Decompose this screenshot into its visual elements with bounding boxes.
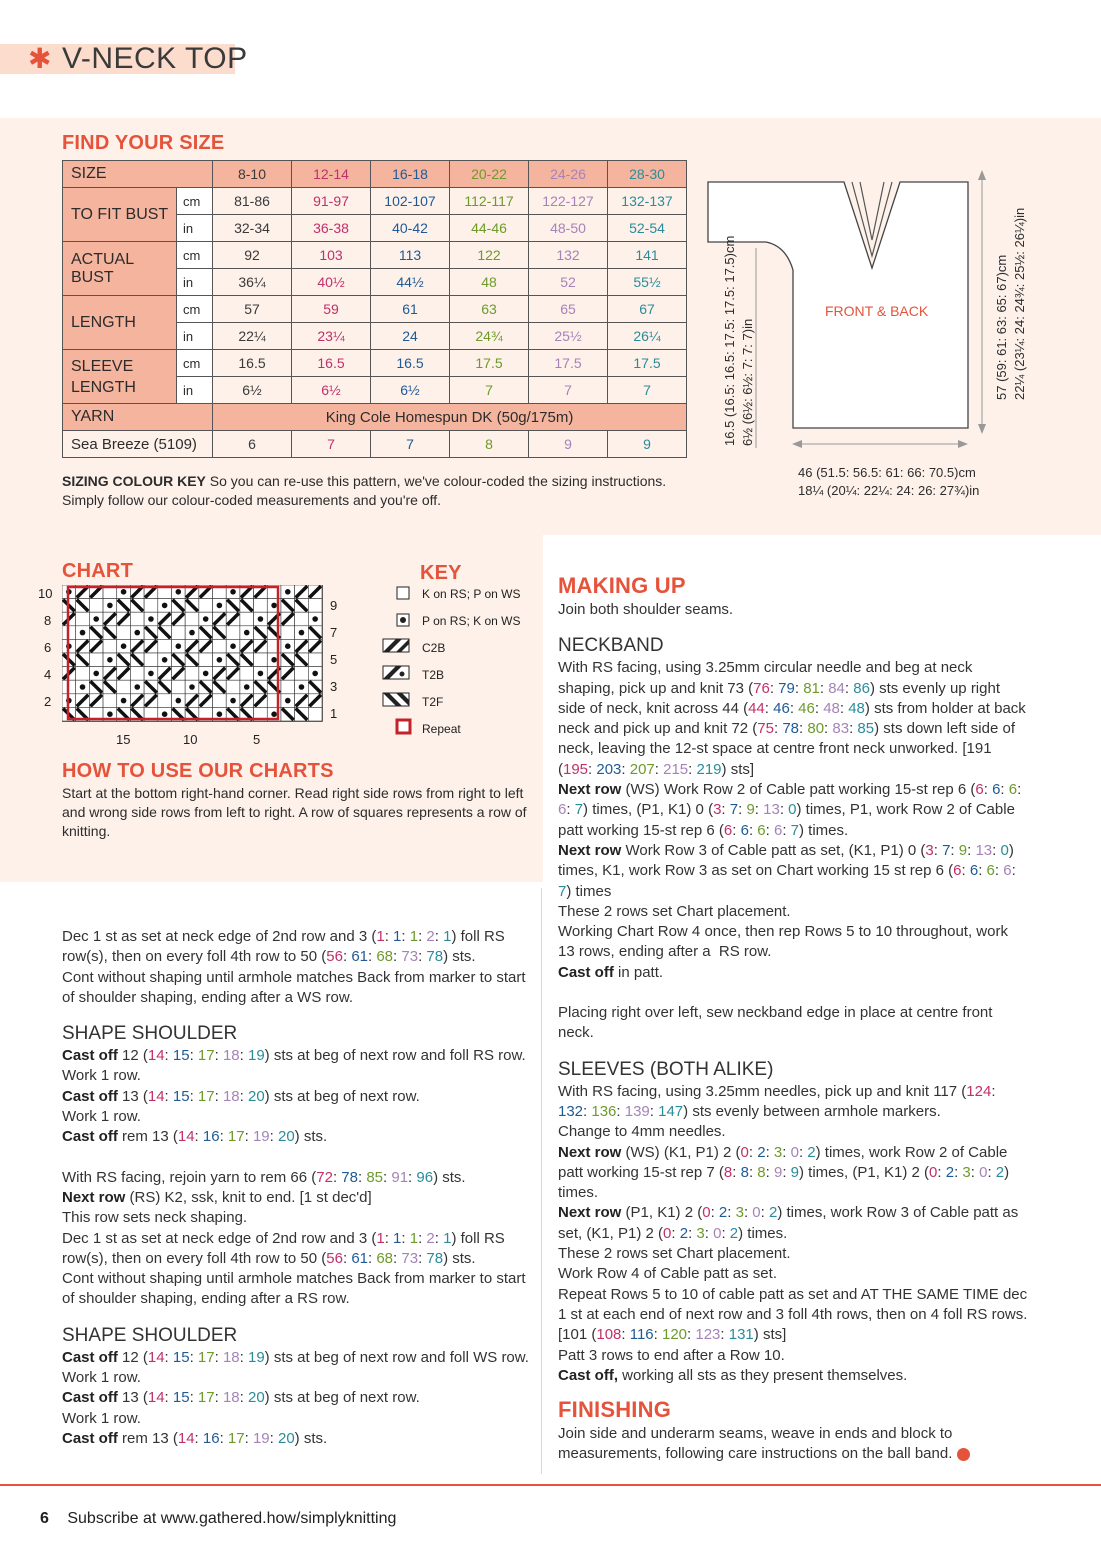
row-number: 8 [44, 613, 52, 628]
width-in-label: 18¼ (20¼: 22¼: 24: 26: 27¾)in [798, 483, 980, 498]
purl-dot [107, 657, 113, 663]
row-label: LENGTH [63, 296, 177, 350]
table-cell: 55½ [608, 269, 687, 296]
size-cell: 8-10 [213, 161, 292, 188]
unit-cm: cm [177, 242, 213, 269]
table-cell: 36¼ [213, 269, 292, 296]
table-cell: 63 [450, 296, 529, 323]
key-item: T2F [422, 695, 444, 709]
unit-in: in [177, 215, 213, 242]
unit-in: in [177, 269, 213, 296]
purl-dot [203, 671, 209, 677]
length-in-label: 22¼ (23¼: 24: 24¾: 25½: 26¼)in [1012, 207, 1027, 400]
table-cell: 132 [529, 242, 608, 269]
size-table [62, 160, 687, 458]
purl-dot [312, 671, 318, 677]
size-cell: 24-26 [529, 161, 608, 188]
section-heading: SHAPE SHOULDER [62, 1324, 238, 1346]
sizing-colour-key [62, 472, 682, 510]
paragraph: Cast off 12 (14: 15: 17: 18: 19) sts at beg of next row and foll RS row. Work 1 row. Cast off 13 (14: 15: 17: 18: 20) sts at beg of next row. Work 1 row. Cast off rem 13 (14: 16: 17: 19: 20) sts. [62, 1047, 526, 1146]
table-cell: 23¼ [292, 323, 371, 350]
chart-cell [130, 667, 144, 681]
purl-dot [217, 603, 223, 609]
chart-cell [308, 653, 322, 667]
table-cell: 132-137 [608, 188, 687, 215]
purl-dot [80, 684, 86, 690]
footer [40, 1510, 396, 1528]
table-cell: 92 [213, 242, 292, 269]
chart-cell [240, 612, 254, 626]
chart-cell [117, 680, 131, 694]
paragraph: With RS facing, using 3.25mm needles, pick up and knit 117 (124: 132: 136: 139: 147) sts evenly between armhole markers. Change to 4mm needles. Next row (WS) (K1, P1) 2 (0: 2: 3: 0: 2) times, work Row 2 of Cable patt working 15-st rep 7 (8: 8: 8: 9: 9) times, (P1, K1) 2 (0: 2: 3: 0: 2) times. Next row (P1, K1) 2 (0: 2: 3: 0: 2) times, work Row 3 of Cable patt as set, (K1, P1) 2 (0: 2: 3: 0: 2) times. These 2 rows set Chart placement. Work Row 4 of Cable patt as set. Repeat Rows 5 to 10 of cable patt as set and AT THE SAME TIME dec 1 st at each end of next row and 3 foll 4th rows, then on 4 foll RS rows. [101 (108: 116: 120: 123: 131) sts] Patt 3 rows to end after a Row 10. Cast off, working all sts as they present themselves. [558, 1082, 1028, 1384]
table-cell: 9 [608, 431, 687, 458]
purl-dot [230, 589, 236, 595]
key-item: T2B [422, 668, 445, 682]
purl-dot [162, 657, 168, 663]
purl-dot [285, 643, 291, 649]
purl-dot [244, 630, 250, 636]
chart-cell [308, 707, 322, 721]
chart-heading: CHART [62, 560, 133, 582]
chart-cell [308, 599, 322, 613]
chart-cell [281, 680, 295, 694]
purl-dot [189, 630, 195, 636]
table-cell: 25½ [529, 323, 608, 350]
paragraph: Join side and underarm seams, weave in ends and block to measurements, following care instructions on the ball band. [558, 1424, 1028, 1465]
table-cell: 26¼ [608, 323, 687, 350]
chart-cell [254, 653, 268, 667]
row-number: 1 [330, 706, 338, 721]
section-heading: NECKBAND [558, 635, 664, 657]
paragraph: Cast off 12 (14: 15: 17: 18: 19) sts at beg of next row and foll WS row. Work 1 row. Cast off 13 (14: 15: 17: 18: 20) sts at beg of next row. Work 1 row. Cast off rem 13 (14: 16: 17: 19: 20) sts. [62, 1348, 529, 1447]
sleeve-in-label: 6½ (6½: 6½: 7: 7: 7)in [740, 318, 755, 446]
table-cell: 7 [529, 377, 608, 404]
purl-dot [176, 698, 182, 704]
purl-dot [162, 603, 168, 609]
unit-in: in [177, 323, 213, 350]
col-number: 5 [253, 732, 261, 747]
table-row [63, 296, 687, 323]
chart-cell [76, 667, 90, 681]
column-divider [541, 888, 542, 1474]
table-row [63, 242, 687, 269]
chart-cell [199, 653, 213, 667]
table-cell: 24¾ [450, 323, 529, 350]
chart-cell [254, 599, 268, 613]
table-cell: 113 [371, 242, 450, 269]
purl-dot [217, 657, 223, 663]
chart-cell [213, 639, 227, 653]
left-column [62, 927, 532, 1449]
arrow-head [958, 440, 968, 448]
end-dot-icon [957, 1448, 970, 1461]
row-label: TO FIT BUST [63, 188, 177, 242]
purl-dot-icon [396, 613, 410, 627]
unit-in: in [177, 377, 213, 404]
flower-icon: ✱ [28, 43, 52, 74]
paragraph: With RS facing, rejoin yarn to rem 66 (72: 78: 85: 91: 96) sts. Next row (RS) K2, ssk, knit to end. [1 st dec'd] This row sets neck shaping. Dec 1 st as set at neck edge of 2nd row and 3 (1: 1: 1: 2: 1) foll RS row(s), then on every foll 4th row to 50 (56: 61: 68: 73: 78) sts. Cont without shaping until armhole matches Back from marker to start of shoulder shaping, ending after a RS row. [62, 1168, 526, 1308]
knitting-chart [62, 585, 324, 723]
row-label-line: LENGTH [71, 378, 136, 396]
chart-cell [295, 612, 309, 626]
purl-dot [203, 616, 209, 622]
subscribe-link[interactable]: Subscribe at www.gathered.how/simplyknitting [67, 1510, 397, 1527]
finishing-heading: FINISHING [558, 1397, 672, 1423]
table-cell: 24 [371, 323, 450, 350]
row-number: 4 [44, 667, 52, 682]
t2f-icon [382, 692, 412, 708]
footer-rule [0, 1484, 1101, 1486]
width-cm-label: 46 (51.5: 56.5: 61: 66: 70.5)cm [798, 465, 976, 480]
chart-cell [171, 626, 185, 640]
width-labels [798, 464, 979, 500]
size-cell: 20-22 [450, 161, 529, 188]
colour-row [63, 431, 687, 458]
chart-cell [130, 612, 144, 626]
row-label [63, 350, 177, 404]
table-cell: 67 [608, 296, 687, 323]
section-heading: SLEEVES (BOTH ALIKE) [558, 1058, 774, 1080]
table-cell: 7 [292, 431, 371, 458]
size-row [63, 161, 687, 188]
purl-dot [244, 684, 250, 690]
yarn-label: YARN [63, 404, 213, 431]
table-cell: 6½ [371, 377, 450, 404]
row-number: 5 [330, 652, 338, 667]
t2b-icon [382, 665, 412, 681]
table-cell: 52-54 [608, 215, 687, 242]
right-column [558, 572, 1028, 1465]
chart-cell [76, 612, 90, 626]
purl-dot [148, 616, 154, 622]
table-cell: 122 [450, 242, 529, 269]
find-size-heading: FIND YOUR SIZE [62, 132, 225, 154]
size-label: SIZE [63, 161, 213, 188]
page-title: V-NECK TOP [62, 42, 248, 75]
size-cell: 28-30 [608, 161, 687, 188]
purl-dot [121, 698, 127, 704]
purl-dot [107, 603, 113, 609]
repeat-box-icon [395, 718, 413, 736]
purl-dot [121, 589, 127, 595]
row-number: 3 [330, 679, 338, 694]
chart-cell [240, 667, 254, 681]
chart-cell [185, 612, 199, 626]
making-up-heading: MAKING UP [558, 573, 686, 598]
how-heading: HOW TO USE OUR CHARTS [62, 760, 334, 782]
arrow-head [978, 170, 986, 180]
purl-dot [230, 643, 236, 649]
table-cell: 17.5 [608, 350, 687, 377]
purl-dot [271, 657, 277, 663]
table-cell: 91-97 [292, 188, 371, 215]
key-item: C2B [422, 641, 446, 655]
purl-dot [80, 630, 86, 636]
size-cell: 12-14 [292, 161, 371, 188]
col-number: 10 [183, 732, 198, 747]
row-number: 2 [44, 694, 52, 709]
table-cell: 17.5 [529, 350, 608, 377]
table-cell: 81-86 [213, 188, 292, 215]
chart-cell [226, 626, 240, 640]
purl-dot [93, 671, 99, 677]
paragraph: With RS facing, using 3.25mm circular needle and beg at neck shaping, pick up and knit 73 (76: 79: 81: 84: 86) sts evenly up right side of neck, knit across 44 (44: 46: 46: 48: 48) sts from holder at back neck and pick up and knit 72 (75: 78: 80: 83: 85) sts down left side of neck, leaving the 12-st space at centre front neck unworked. [191 (195: 203: 207: 215: 219) sts] Next row (WS) Work Row 2 of Cable patt working 15-st rep 6 (6: 6: 6: 6: 7) times, (P1, K1) 0 (3: 7: 9: 13: 0) times, P1, work Row 2 of Cable patt working 15-st rep 6 (6: 6: 6: 6: 7) times. Next row Work Row 3 of Cable patt as set, (K1, P1) 0 (3: 7: 9: 13: 0) times, K1, work Row 3 as set on Chart working 15 st rep 6 (6: 6: 6: 6: 7) times These 2 rows set Chart placement. Working Chart Row 4 once, then rep Rows 5 to 10 throughout, work 13 rows, ending after a RS row. Cast off in patt. [558, 659, 1026, 981]
table-row [63, 188, 687, 215]
table-cell: 22¼ [213, 323, 292, 350]
row-number: 6 [44, 640, 52, 655]
purl-dot [162, 711, 168, 717]
paragraph: Dec 1 st as set at neck edge of 2nd row and 3 (1: 1: 1: 2: 1) foll RS row(s), then on every foll 4th row to 50 (56: 61: 68: 73: 78) sts. Cont without shaping until armhole matches Back from marker to start of shoulder shaping, ending after a WS row. [62, 928, 526, 1006]
purl-dot [176, 589, 182, 595]
neckband-inner2 [860, 182, 884, 240]
purl-dot [121, 643, 127, 649]
chart-cell [171, 680, 185, 694]
table-cell: 32-34 [213, 215, 292, 242]
table-cell: 7 [450, 377, 529, 404]
chart-cell [144, 653, 158, 667]
chart-cell [89, 653, 103, 667]
table-cell: 65 [529, 296, 608, 323]
table-cell: 141 [608, 242, 687, 269]
paragraph: Join both shoulder seams. [558, 601, 734, 618]
purl-dot [271, 603, 277, 609]
chart-cell [213, 694, 227, 708]
key-heading: KEY [420, 562, 462, 584]
size-cell: 16-18 [371, 161, 450, 188]
purl-dot [148, 671, 154, 677]
table-cell: 112-117 [450, 188, 529, 215]
paragraph: Placing right over left, sew neckband edge in place at centre front neck. [558, 1004, 993, 1042]
table-cell: 9 [529, 431, 608, 458]
row-number: 9 [330, 598, 338, 613]
yarn-name: King Cole Homespun DK (50g/175m) [213, 404, 687, 431]
table-cell: 17.5 [450, 350, 529, 377]
chart-cell [89, 599, 103, 613]
row-label: ACTUAL BUST [63, 242, 177, 296]
chart-cells [62, 585, 322, 721]
page-number: 6 [40, 1510, 49, 1527]
chart-cell [103, 694, 117, 708]
table-cell: 48-50 [529, 215, 608, 242]
table-cell: 7 [371, 431, 450, 458]
row-label-line: SLEEVE [71, 357, 134, 375]
chart-cell [185, 667, 199, 681]
table-cell: 103 [292, 242, 371, 269]
purl-dot [312, 616, 318, 622]
key-text: So you can re-use this pattern, we've colour-coded the sizing instructions. Simply follow our colour-coded measurements and you're off. [62, 473, 667, 508]
table-cell: 16.5 [292, 350, 371, 377]
table-cell: 44-46 [450, 215, 529, 242]
c2b-icon [382, 638, 412, 654]
col-number: 15 [116, 732, 131, 747]
length-cm-label: 57 (59: 61: 63: 65: 67)cm [994, 254, 1009, 400]
key-item: Repeat [422, 722, 461, 736]
purl-dot [134, 630, 140, 636]
table-cell: 44½ [371, 269, 450, 296]
purl-dot [107, 711, 113, 717]
table-cell: 36-38 [292, 215, 371, 242]
arrow-head [978, 424, 986, 434]
sleeve-cm-label: 16.5 (16.5: 16.5: 17.5: 17.5: 17.5)cm [722, 235, 737, 446]
table-cell: 40-42 [371, 215, 450, 242]
unit-cm: cm [177, 188, 213, 215]
chart-cell [199, 599, 213, 613]
chart-cell [144, 599, 158, 613]
unit-cm: cm [177, 296, 213, 323]
key-item: P on RS; K on WS [422, 614, 521, 628]
purl-dot [134, 684, 140, 690]
purl-dot [230, 698, 236, 704]
front-back-label: FRONT & BACK [825, 303, 929, 319]
purl-dot [285, 589, 291, 595]
row-number: 7 [330, 625, 338, 640]
unit-cm: cm [177, 350, 213, 377]
chart-cell [158, 694, 172, 708]
purl-dot [258, 671, 264, 677]
table-row [63, 350, 687, 377]
table-cell: 102-107 [371, 188, 450, 215]
section-heading: SHAPE SHOULDER [62, 1023, 238, 1045]
table-cell: 7 [608, 377, 687, 404]
colour-label: Sea Breeze (5109) [63, 431, 213, 458]
table-cell: 122-127 [529, 188, 608, 215]
arrow-head [792, 440, 802, 448]
key-bold: SIZING COLOUR KEY [62, 473, 206, 489]
chart-cell [158, 639, 172, 653]
table-cell: 57 [213, 296, 292, 323]
table-cell: 61 [371, 296, 450, 323]
how-text: Start at the bottom right-hand corner. Read right side rows from right to left and wrong side rows from left to right. A row of squares represents a row of knitting. [62, 785, 527, 839]
yarn-row [63, 404, 687, 431]
chart-cell [295, 667, 309, 681]
table-cell: 8 [450, 431, 529, 458]
purl-dot [299, 684, 305, 690]
purl-dot [189, 684, 195, 690]
chart-cell [103, 639, 117, 653]
key-item: K on RS; P on WS [422, 587, 521, 601]
table-cell: 59 [292, 296, 371, 323]
knit-square-icon [396, 586, 410, 600]
chart-cell [281, 626, 295, 640]
purl-dot [93, 616, 99, 622]
purl-dot [176, 643, 182, 649]
table-cell: 16.5 [213, 350, 292, 377]
chart-cell [117, 626, 131, 640]
purl-dot [217, 711, 223, 717]
row-number: 10 [38, 586, 53, 601]
table-cell: 6½ [213, 377, 292, 404]
table-cell: 16.5 [371, 350, 450, 377]
table-cell: 40½ [292, 269, 371, 296]
purl-dot [299, 630, 305, 636]
table-cell: 52 [529, 269, 608, 296]
table-cell: 48 [450, 269, 529, 296]
purl-dot [285, 698, 291, 704]
table-cell: 6½ [292, 377, 371, 404]
purl-dot [258, 616, 264, 622]
chart-cell [226, 680, 240, 694]
table-cell: 6 [213, 431, 292, 458]
purl-dot [271, 711, 277, 717]
